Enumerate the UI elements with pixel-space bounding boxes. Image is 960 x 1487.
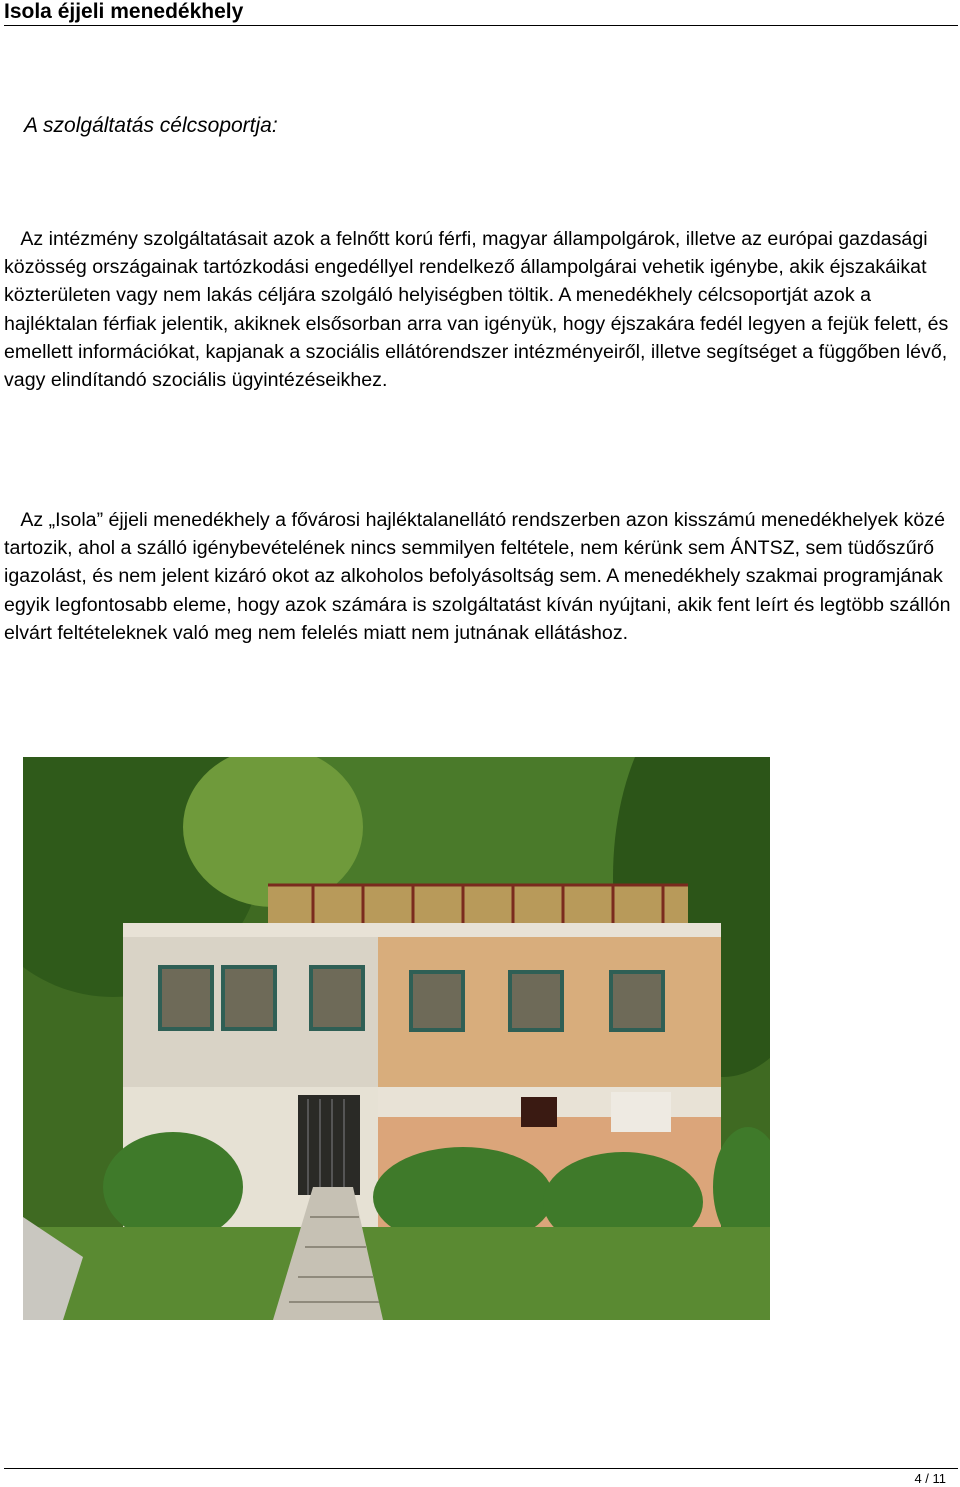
page-number: 4 / 11 bbox=[914, 1471, 946, 1486]
shelter-building-photo bbox=[23, 757, 770, 1320]
page-header bbox=[4, 0, 958, 26]
paragraph-target-group: Az intézmény szolgáltatásait azok a felnőtt korú férfi, magyar állampolgárok, illetve az európai gazdasági közösség országainak tartózkodási engedéllyel rendelkező állampolgárai vehetik igénybe, akik éjszakáikat közterületen vagy nem lakás céljára szolgáló helyiségben töltik. A menedékhely célcsoportját azok a hajléktalan férfiak jelentik, akiknek elsősorban arra van igényük, hogy éjszakára fedél legyen a fejük felett, és emellett információkat, kapjanak a szociális ellátórendszer intézményeiről, illetve segítséget a függőben lévő, vagy elindítandó szociális ügyintézéseikhez. bbox=[4, 228, 954, 392]
section-heading: A szolgáltatás célcsoportja: bbox=[24, 114, 278, 137]
paragraph-isola-description: Az „Isola” éjjeli menedékhely a fővárosi hajléktalanellátó rendszerben azon kisszámú menedékhelyek közé tartozik, ahol a szálló igénybevételének nincs semmilyen feltétele, nem kérünk sem ÁNTSZ, sem tüdőszűrő igazolást, és nem jelent kizáró okot az alkoholos befolyásoltság sem. A menedékhely szakmai programjának egyik legfontosabb eleme, hogy azok számára is szolgáltatást kíván nyújtani, akik fent leírt és legtöbb szállón elvárt feltételeknek való meg nem felelés miatt nem jutnának ellátáshoz. bbox=[4, 509, 956, 644]
footer-divider bbox=[4, 1468, 958, 1469]
header-divider bbox=[4, 25, 958, 26]
document-title: Isola éjjeli menedékhely bbox=[4, 0, 244, 23]
